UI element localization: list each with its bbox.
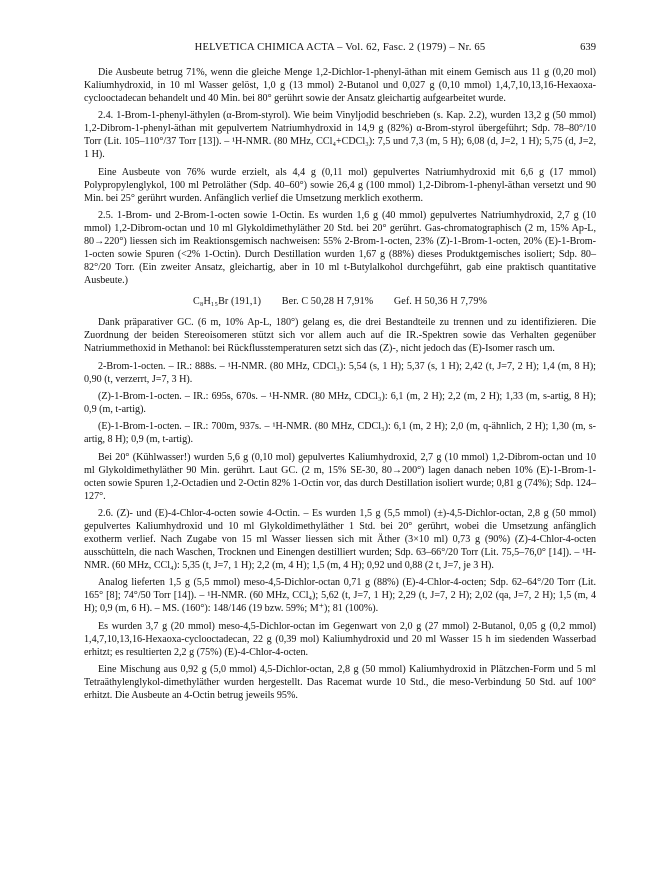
paragraph: Dank präparativer GC. (6 m, 10% Ap-L, 180°) gelang es, die drei Bestandteile zu trennen und zu identifizieren. Die Zuordnung der beiden Stereoisomeren stützt sich vor allem auch auf die IR.-Spektren sowie das Verhalten gegenüber Natriummethoxid in Methanol: bei Rückflusstemperaturen setzt sich das (Z)-, nicht jedoch das (E)-Isomer rasch um.	[84, 317, 596, 355]
paragraph: 2.5. 1-Brom- und 2-Brom-1-octen sowie 1-Octin. Es wurden 1,6 g (40 mmol) gepulvertes Natriumhydroxid, 2,7 g (10 mmol) 1,2-Dibrom-octan und 10 ml Glykoldimethyläther 20 Std. bei 20° gerührt. Gas-chromatographisch (2 m, 15% Ap-L, 80→220°) liessen sich im Reaktionsgemisch nachweisen: 55% 2-Brom-1-octen, 23% (Z)-1-Brom-1-octen, 20% (E)-1-Brom-1-octen sowie Spuren (<2% 1-Octin). Durch Destillation wurden 1,67 g (88%) dieses Produktgemisches isoliert; Sdp. 80–82°/20 Torr. (Ein zweiter Ansatz, gleichartig, aber in 10 ml t-Butylalkohol durchgeführt, gab eine praktisch quantitative Ausbeute.)	[84, 210, 596, 287]
elemental-analysis	[84, 295, 596, 308]
page-number: 639	[580, 42, 596, 53]
spectral-data: 2-Brom-1-octen. – IR.: 888s. – ¹H-NMR. (80 MHz, CDCl₃): 5,54 (s, 1 H); 5,37 (s, 1 H); 2,42 (t, J=7, 2 H); 1,4 (m, 8 H); 0,90 (t, verzerrt, J=7, 3 H).	[84, 360, 596, 385]
calculated-values: Ber. C 50,28 H 7,91%	[281, 296, 374, 308]
paragraph: Es wurden 3,7 g (20 mmol) meso-4,5-Dichlor-octan im Gegenwart von 2,0 g (27 mmol) 2-Butanol, 0,05 g (0,2 mmol) 1,4,7,10,13,16-Hexaoxa-cyclooctadecan, 22 g (0,39 mol) Kaliumhydroxid und 20 ml Wasser 15 h im siedenden Wasserbad erhitzt; es resultierten 2,2 g (75%) (E)-4-Chlor-4-octen.	[84, 620, 596, 658]
article-body	[84, 66, 596, 706]
running-header	[84, 42, 596, 58]
paragraph: Eine Ausbeute von 76% wurde erzielt, als 4,4 g (0,11 mol) gepulvertes Natriumhydroxid mit 6,6 g (17 mmol) Polypropylenglykol, 100 ml Petroläther (Sdp. 40–60°) sowie 26,4 g (100 mmol) 1,2-Dibrom-1-phenyl-äthan versetzt und 90 Min. bei 25° gerührt wurden. Anfänglich verlief die Umsetzung merklich exotherm.	[84, 166, 596, 204]
found-values: Gef. H 50,36 H 7,79%	[393, 296, 487, 308]
paragraph: Eine Mischung aus 0,92 g (5,0 mmol) 4,5-Dichlor-octan, 2,8 g (50 mmol) Kaliumhydroxid in Plätzchen-Form und 5 ml Tetraäthylenglykol-dimethyläther wurden hergestellt. Das Racemat wurde 10 Std., die meso-Verbindung 50 Std. auf 100° erhitzt. Die Ausbeute an 4-Octin betrug jeweils 95%.	[84, 663, 596, 702]
paragraph: Die Ausbeute betrug 71%, wenn die gleiche Menge 1,2-Dichlor-1-phenyl-äthan mit einem Gemisch aus 11 g (0,20 mol) Kaliumhydroxid, in 10 ml Wasser gelöst, 1,0 g (13 mmol) 2-Butanol und 0,027 g (0,10 mmol) 1,4,7,10,13,16-Hexaoxa-cyclooctadecan behandelt und 40 Min. bei 80° gerührt sowie der Ansatz gleichartig aufgearbeitet wurde.	[84, 67, 596, 105]
paragraph: 2.4. 1-Brom-1-phenyl-äthylen (α-Brom-styrol). Wie beim Vinyljodid beschrieben (s. Kap. 2.2), wurden 13,2 g (50 mmol) 1,2-Dibrom-1-phenyl-äthan mit gepulvertem Natriumhydroxid in 14,9 g (82%) α-Brom-styrol übergeführt; Sdp. 78–80°/10 Torr (Lit. 105–110°/37 Torr [13]). – ¹H-NMR. (80 MHz, CCl₄+CDCl₃): 7,5 und 7,3 (m, 5 H); 6,08 (d, J=2, 1 H); 5,75 (d, J=2, 1 H).	[84, 110, 596, 161]
spectral-data: (Z)-1-Brom-1-octen. – IR.: 695s, 670s. – ¹H-NMR. (80 MHz, CDCl₃): 6,1 (m, 2 H); 2,2 (m, 2 H); 1,33 (m, s-artig, 8 H); 0,9 (m, t-artig).	[84, 390, 596, 416]
paragraph: Bei 20° (Kühlwasser!) wurden 5,6 g (0,10 mol) gepulvertes Kaliumhydroxid, 2,7 g (10 mmol) 1,2-Dibrom-octan und 10 ml Glykoldimethyläther 90 Min. gerührt. Laut GC. (2 m, 15% SE-30, 80→200°) lagen danach neben 10% (E)-1-Brom-1-octen sowie Spuren 1,2-Octadien und 2-Octin 82% 1-Octin vor, das durch Destillation isoliert wurde; 0,81 g (74%); Sdp. 124–127°.	[84, 451, 596, 502]
journal-title: HELVETICA CHIMICA ACTA – Vol. 62, Fasc. 2 (1979) – Nr. 65	[194, 42, 486, 53]
molecular-formula: C₈H₁₅Br (191,1)	[193, 296, 262, 308]
paragraph: Analog lieferten 1,5 g (5,5 mmol) meso-4,5-Dichlor-octan 0,71 g (88%) (E)-4-Chlor-4-octen; Sdp. 62–64°/20 Torr (Lit. 165° [8]; 74°/50 Torr [14]). – ¹H-NMR. (60 MHz, CCl₄); 5,62 (t, J=7, 1 H); 2,29 (t, J=7, 2 H); 2,02 (qa, J=7, 2 H); 1,5 (m, 4 H); 0,9 (m, 6 H). – MS. (160°): 148/146 (19 bzw. 59%; M⁺); 81 (100%).	[84, 577, 596, 615]
paragraph: 2.6. (Z)- und (E)-4-Chlor-4-octen sowie 4-Octin. – Es wurden 1,5 g (5,5 mmol) (±)-4,5-Dichlor-octan, 2,8 g (50 mmol) gepulvertes Kaliumhydroxid und 10 ml Glykoldimethyläther 1 Std. bei 20° gerührt, wobei die Umsetzung anfänglich exotherm verlief. Nach Zugabe von 15 ml Wasser liessen sich mit Äther (3×10 ml) 0,73 g (90%) (Z)-4-Chlor-4-octen ausschütteln, die nach Waschen, Trocknen und Einengen destilliert wurden; Sdp. 63–66°/20 Torr (Lit. 75,5–76,0° [14]). – ¹H-NMR. (60 MHz, CCl₄): 5,35 (t, J=7, 1 H); 2,2 (m, 4 H); 1,5 (m, 4 H); 0,92 und 0,88 (2 t, J=7, je 3 H).	[84, 507, 596, 572]
spectral-data: (E)-1-Brom-1-octen. – IR.: 700m, 937s. – ¹H-NMR. (80 MHz, CDCl₃): 6,1 (m, 2 H); 2,0 (m, q-ähnlich, 2 H); 1,30 (m, s-artig, 8 H); 0,9 (m, t-artig).	[84, 421, 596, 446]
